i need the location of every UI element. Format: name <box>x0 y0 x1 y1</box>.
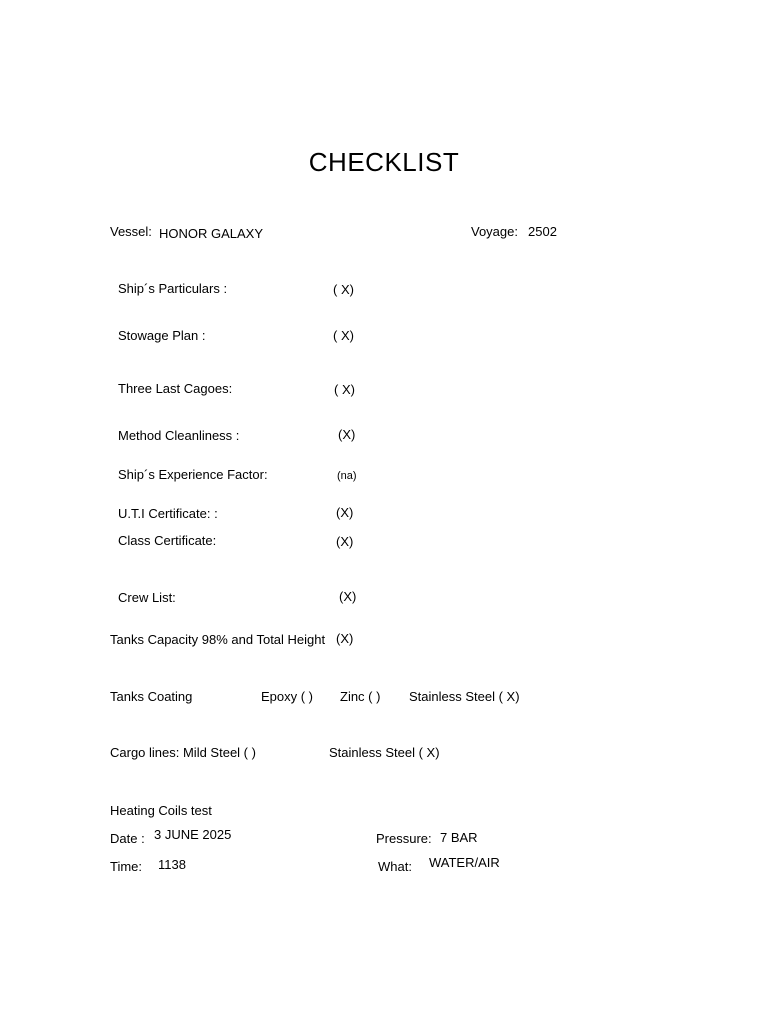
cargo-lines-mild-steel: Cargo lines: Mild Steel ( ) <box>110 745 256 760</box>
tanks-coating-epoxy: Epoxy ( ) <box>261 689 314 704</box>
tanks-coating-label: Tanks Coating <box>110 689 193 704</box>
what-label: What: <box>378 859 412 874</box>
tanks-capacity-mark: (X) <box>336 631 354 646</box>
pressure-label: Pressure: <box>376 831 432 846</box>
item-mark-stowage-plan: ( X) <box>333 328 354 343</box>
item-label-method-cleanliness: Method Cleanliness : <box>118 428 240 443</box>
pressure-value: 7 BAR <box>440 830 478 845</box>
item-label-experience-factor: Ship´s Experience Factor: <box>118 467 268 482</box>
item-label-crew-list: Crew List: <box>118 590 176 605</box>
voyage-label: Voyage: <box>471 224 518 239</box>
item-label-three-last-cargoes: Three Last Cagoes: <box>118 381 233 396</box>
time-value: 1138 <box>158 857 186 872</box>
item-label-uti-certificate: U.T.I Certificate: : <box>118 506 218 521</box>
tanks-coating-stainless: Stainless Steel ( X) <box>409 689 520 704</box>
date-value: 3 JUNE 2025 <box>154 827 232 842</box>
item-mark-experience-factor: (na) <box>337 470 357 482</box>
page-title: CHECKLIST <box>308 147 460 177</box>
voyage-value: 2502 <box>528 224 557 239</box>
item-label-class-certificate: Class Certificate: <box>118 533 217 548</box>
item-mark-three-last-cargoes: ( X) <box>334 382 355 397</box>
item-mark-uti-certificate: (X) <box>336 505 354 520</box>
time-label: Time: <box>110 859 143 874</box>
item-mark-method-cleanliness: (X) <box>338 427 356 442</box>
item-mark-ships-particulars: ( X) <box>333 282 354 297</box>
item-label-ships-particulars: Ship´s Particulars : <box>118 281 228 296</box>
what-value: WATER/AIR <box>429 855 500 870</box>
item-mark-crew-list: (X) <box>339 589 357 604</box>
date-label: Date : <box>110 831 145 846</box>
item-mark-class-certificate: (X) <box>336 534 354 549</box>
item-label-stowage-plan: Stowage Plan : <box>118 328 206 343</box>
cargo-lines-stainless: Stainless Steel ( X) <box>329 745 440 760</box>
tanks-coating-zinc: Zinc ( ) <box>340 689 381 704</box>
vessel-label: Vessel: <box>110 224 152 239</box>
vessel-value: HONOR GALAXY <box>159 226 264 241</box>
heating-coils-heading: Heating Coils test <box>110 803 212 818</box>
tanks-capacity-label: Tanks Capacity 98% and Total Height <box>110 632 326 647</box>
